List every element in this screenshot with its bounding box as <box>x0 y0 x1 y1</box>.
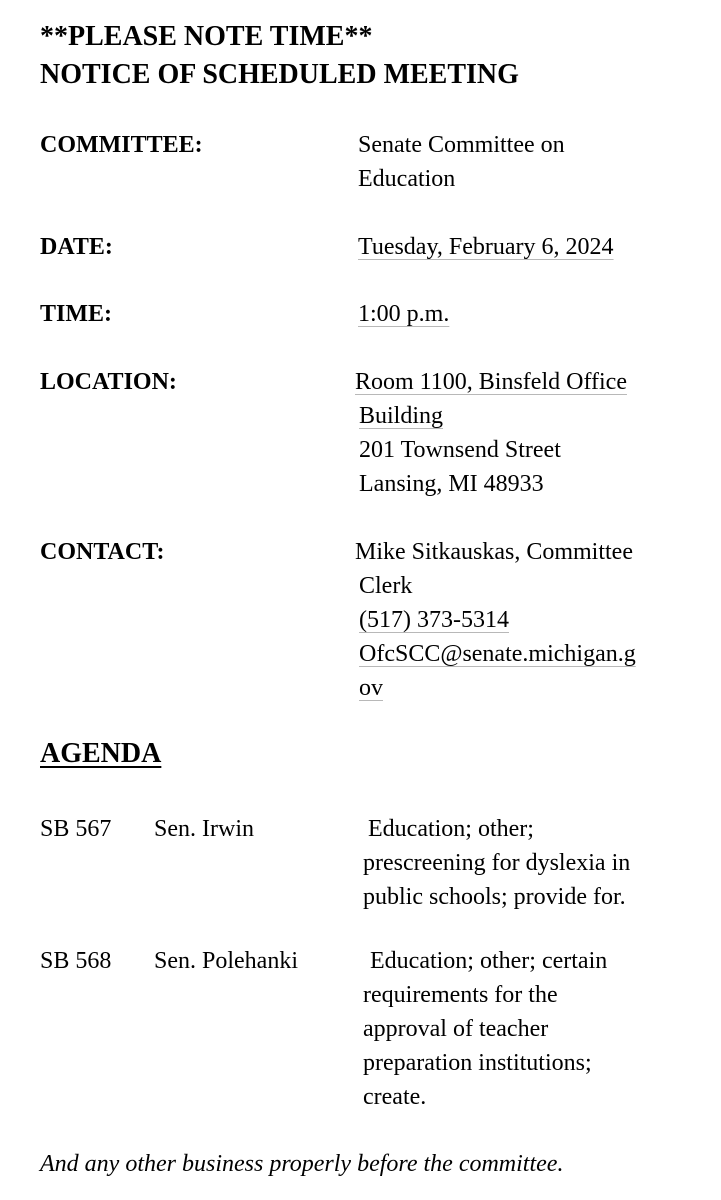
agenda-item-1-description-line-2: prescreening for dyslexia in <box>363 850 631 876</box>
agenda-item-1-description-line-1: Education; other; <box>368 816 534 842</box>
location-value-line-3: 201 Townsend Street <box>359 437 561 463</box>
contact-phone: (517) 373-5314 <box>359 607 509 633</box>
contact-value-line-1: Mike Sitkauskas, Committee <box>355 539 633 565</box>
agenda-item-1-description-line-3: public schools; provide for. <box>363 884 626 910</box>
date-label: DATE: <box>40 234 113 260</box>
location-value-line-1: Room 1100, Binsfeld Office <box>355 369 627 395</box>
agenda-item-2-bill: SB 568 <box>40 948 112 974</box>
agenda-item-1-bill: SB 567 <box>40 816 112 842</box>
agenda-item-2-description-line-4: preparation institutions; <box>363 1050 592 1076</box>
contact-value-line-2: Clerk <box>359 573 413 599</box>
time-label: TIME: <box>40 301 112 327</box>
date-value: Tuesday, February 6, 2024 <box>358 234 614 260</box>
time-value: 1:00 p.m. <box>358 301 450 327</box>
agenda-item-2-description-line-3: approval of teacher <box>363 1016 549 1042</box>
note-time-heading: **PLEASE NOTE TIME** <box>40 21 373 52</box>
agenda-item-1-sponsor: Sen. Irwin <box>154 816 254 842</box>
location-label: LOCATION: <box>40 369 177 395</box>
closing-note: And any other business properly before the committee. <box>40 1151 564 1177</box>
committee-value-line-1: Senate Committee on <box>358 132 565 158</box>
notice-title: NOTICE OF SCHEDULED MEETING <box>40 59 519 90</box>
contact-label: CONTACT: <box>40 539 165 565</box>
committee-label: COMMITTEE: <box>40 132 203 158</box>
agenda-item-2-description-line-5: create. <box>363 1084 427 1110</box>
location-value-line-4: Lansing, MI 48933 <box>359 471 544 497</box>
agenda-item-2-description-line-1: Education; other; certain <box>370 948 608 974</box>
contact-email-line-1: OfcSCC@senate.michigan.g <box>359 641 636 667</box>
agenda-item-2-description-line-2: requirements for the <box>363 982 558 1008</box>
agenda-title: AGENDA <box>40 738 162 769</box>
location-value-line-2: Building <box>359 403 444 429</box>
committee-value-line-2: Education <box>358 166 456 192</box>
agenda-item-2-sponsor: Sen. Polehanki <box>154 948 298 974</box>
contact-email-line-2: ov <box>359 675 383 701</box>
